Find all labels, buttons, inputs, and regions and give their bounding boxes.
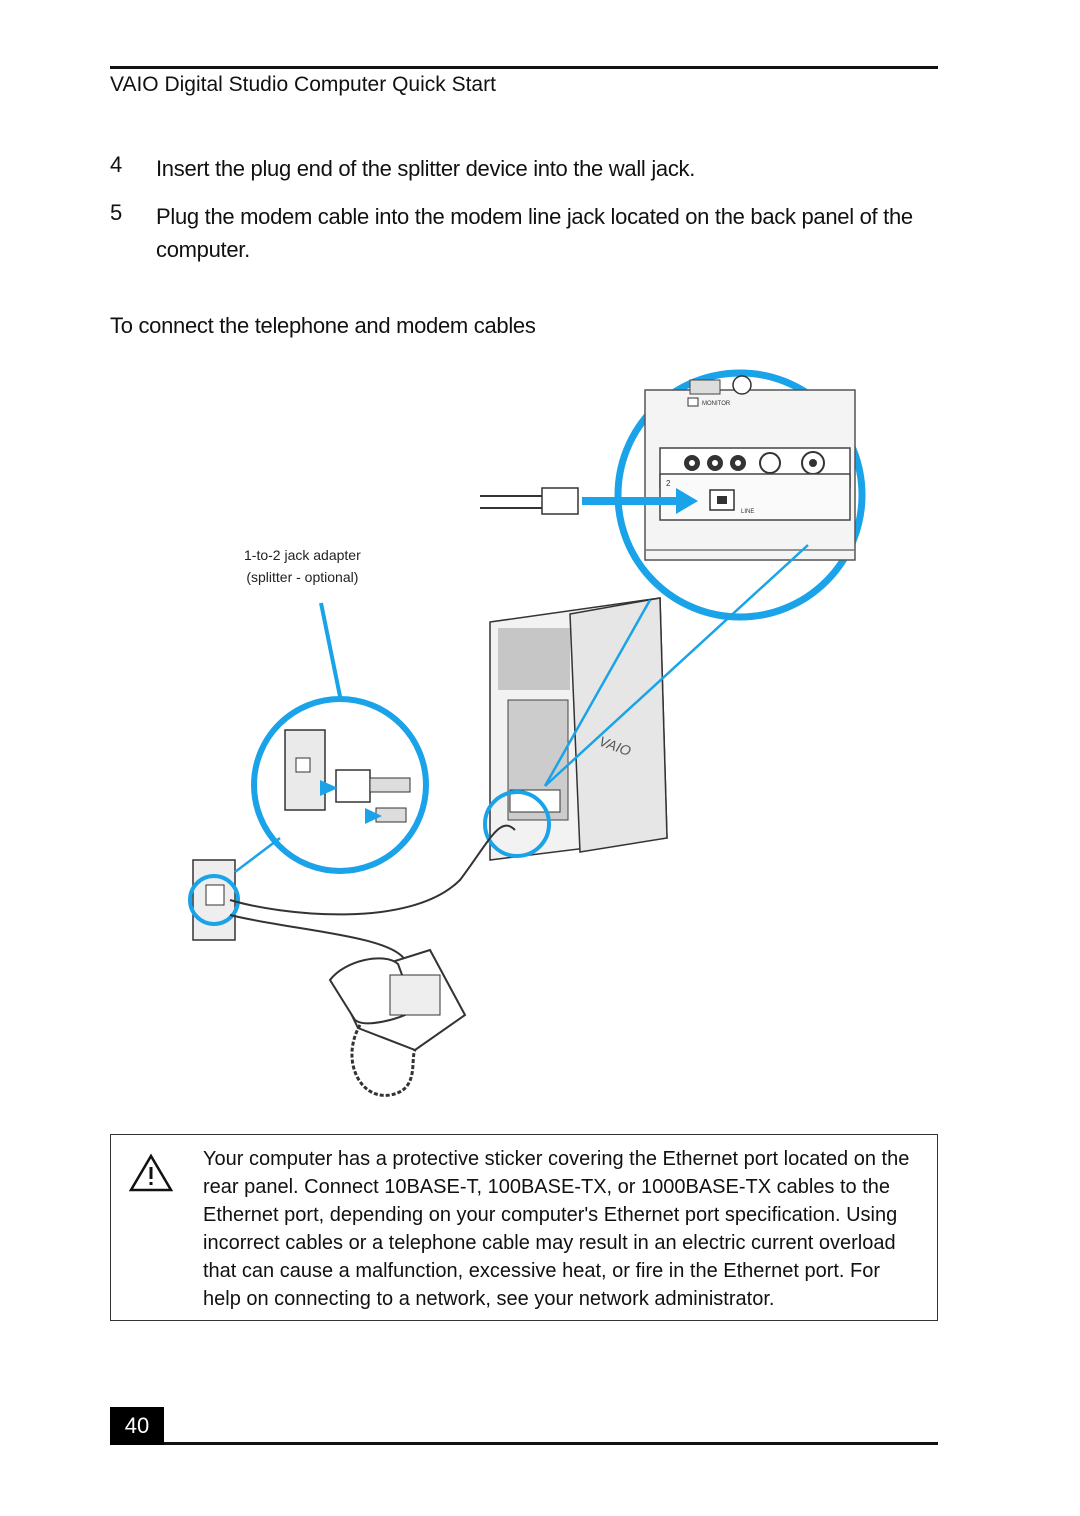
warning-box xyxy=(110,1134,938,1321)
step-number: 4 xyxy=(110,152,122,177)
monitor-label: MONITOR xyxy=(702,401,731,407)
connection-illustration xyxy=(170,360,890,1120)
callout-line-1: 1-to-2 jack adapter xyxy=(244,547,361,563)
telephone xyxy=(330,950,465,1095)
step-text: Insert the plug end of the splitter device into the wall jack. xyxy=(156,156,696,181)
page-number: 40 xyxy=(110,1407,164,1445)
page-header-title: VAIO Digital Studio Computer Quick Start xyxy=(110,73,496,96)
vaio-logo: VAIO xyxy=(596,732,634,759)
splitter-zoom xyxy=(254,699,426,871)
line-label: LINE xyxy=(741,509,755,515)
header-rule xyxy=(110,66,938,69)
callout-line-2: (splitter - optional) xyxy=(246,569,359,585)
warning-triangle-icon xyxy=(129,1153,173,1193)
step-text: Plug the modem cable into the modem line jack located on the back panel of the computer. xyxy=(156,204,913,262)
splitter-callout xyxy=(244,544,361,588)
back-panel-zoom xyxy=(618,373,862,617)
wall-jack xyxy=(190,838,280,940)
warning-text: Your computer has a protective sticker covering the Ethernet port located on the rear panel. Connect 10BASE-T, 100BASE-TX, or 1000BASE-TX cables to the Ethernet port, depending on your computer's Ethernet port specification. Using incorrect cables or a telephone cable may result in an electric current overload that can cause a malfunction, excessive heat, or fire in the Ethernet port. For help on connecting to a network, see your network administrator. xyxy=(203,1148,910,1310)
figure-heading: To connect the telephone and modem cables xyxy=(110,313,536,338)
step-number: 5 xyxy=(110,200,122,225)
footer-rule xyxy=(164,1442,938,1445)
slot-label: 2 xyxy=(666,479,671,488)
